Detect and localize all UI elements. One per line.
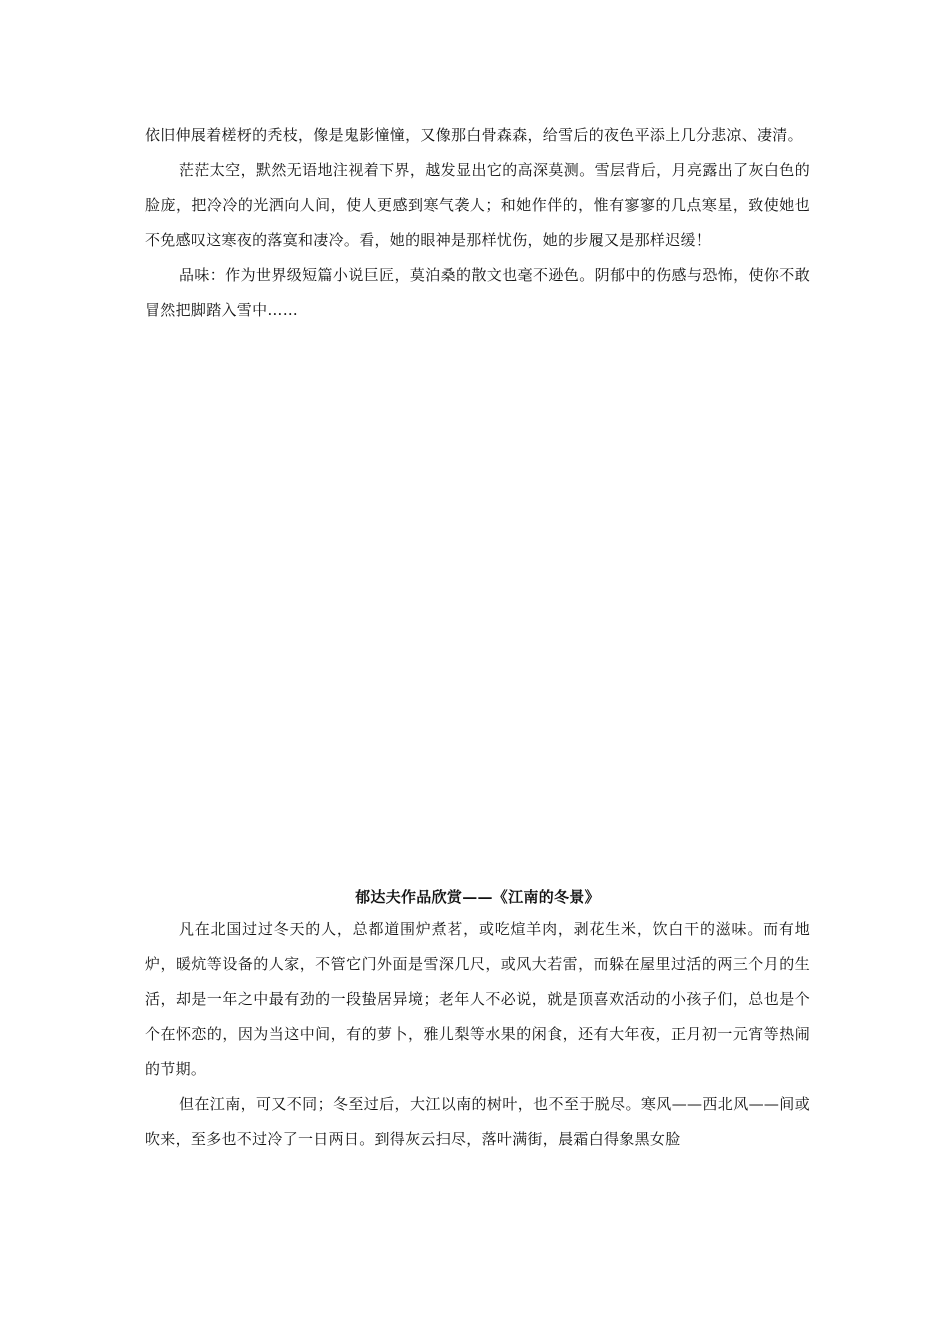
paragraph-moon: 茫茫太空，默然无语地注视着下界，越发显出它的高深莫测。雪层背后，月亮露出了灰白色的脸庞，把冷冷的光洒向人间，使人更感到寒气袭人；和她作伴的，惟有寥寥的几点寒星，致使她也不免感叹这寒夜的落寞和凄冷。看，她的眼神是那样忧伤，她的步履又是那样迟缓！ (145, 161, 810, 249)
paragraph-north-winter: 凡在北国过过冬天的人，总都道围炉煮茗，或吃煊羊肉，剥花生米，饮白干的滋味。而有地炉，暖炕等设备的人家，不管它门外面是雪深几尺，或风大若雷，而躲在屋里过活的两三个月的生活，却是一年之中最有劲的一段蛰居异境；老年人不必说，就是顶喜欢活动的小孩子们，总也是个个在怀恋的，因为当这中间，有的萝卜，雅儿梨等水果的闲食，还有大年夜，正月初一元宵等热闹的节期。 (145, 920, 810, 1078)
yu-dafu-section (145, 882, 810, 1157)
section-title: 郁达夫作品欣赏——《江南的冬景》 (355, 888, 600, 906)
paragraph-continued: 依旧伸展着槎枒的秃枝，像是鬼影憧憧，又像那白骨森森，给雪后的夜色平添上几分悲凉、凄清。 (145, 126, 803, 144)
essay-excerpt-section (145, 118, 810, 328)
paragraph-commentary: 品味：作为世界级短篇小说巨匠，莫泊桑的散文也毫不逊色。阴郁中的伤感与恐怖，使你不敢冒然把脚踏入雪中…… (145, 266, 810, 319)
paragraph-jiangnan: 但在江南，可又不同；冬至过后，大江以南的树叶，也不至于脱尽。寒风——西北风——间或吹来，至多也不过冷了一日两日。到得灰云扫尽，落叶满街，晨霜白得象黑女脸 (145, 1095, 810, 1148)
